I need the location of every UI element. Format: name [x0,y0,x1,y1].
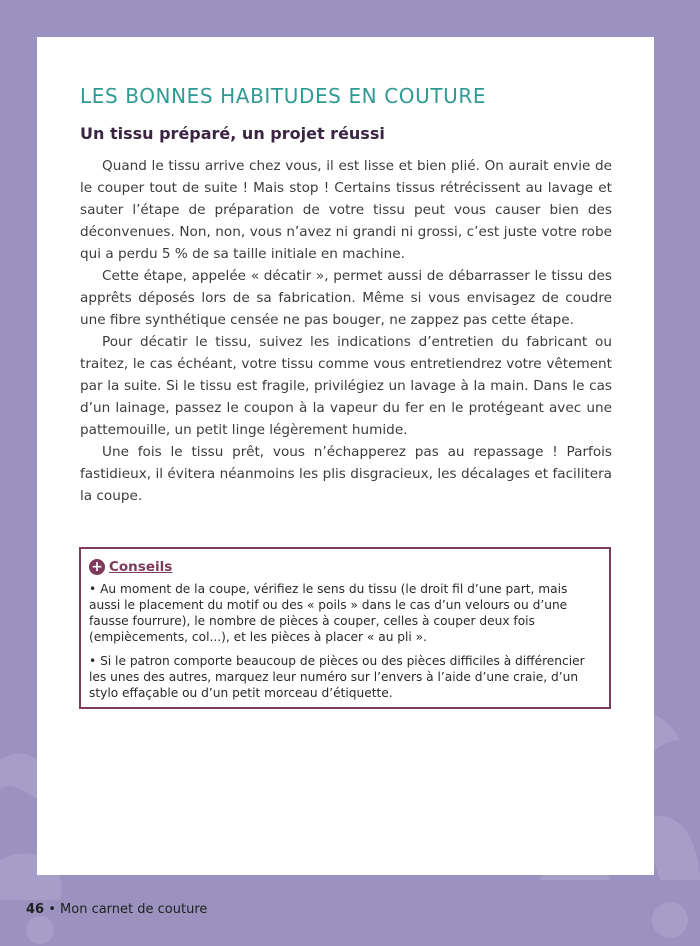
plus-circle-icon: + [89,559,105,575]
tip-item: • Au moment de la coupe, vérifiez le sens du tissu (le droit fil d’une part, mais aussi le placement du motif ou des « poils » dans le cas d’un velours ou d’une fausse fourrure), le nombre de pièces à couper, celles à couper deux fois (empiècements, col...), et les pièces à placer « au pli ». [89,582,568,644]
tips-list [89,581,599,709]
paragraph: Cette étape, appelée « décatir », permet aussi de débarrasser le tissu des apprêts déposés lors de sa fabrication. Même si vous envisagez de coudre une fibre synthétique censée ne pas bouger, ne zappez pas cette étape. [80,268,612,328]
paragraph: Quand le tissu arrive chez vous, il est lisse et bien plié. On aurait envie de le couper tout de suite ! Mais stop ! Certains tissus rétrécissent au lavage et sauter l’étape de préparation de votre tissu peut vous causer bien des déconvenues. Non, non, vous n’avez ni grandi ni grossi, c’est juste votre robe qui a perdu 5 % de sa taille initiale en machine. [80,158,612,262]
tips-header [89,557,172,577]
paragraph: Pour décatir le tissu, suivez les indications d’entretien du fabricant ou traitez, le cas échéant, votre tissu comme vous entretiendrez votre vêtement par la suite. Si le tissu est fragile, privilégiez un lavage à la main. Dans le cas d’un lainage, passez le coupon à la vapeur du fer en le protégeant avec une pattemouille, un petit linge légèrement humide. [80,334,612,438]
paragraph: Une fois le tissu prêt, vous n’échapperez pas au repassage ! Parfois fastidieux, il évitera néanmoins les plis disgracieux, les décalages et facilitera la coupe. [80,444,612,504]
section-title: LES BONNES HABITUDES EN COUTURE [80,84,487,108]
tip-item: • Si le patron comporte beaucoup de pièces ou des pièces difficiles à différencier les unes des autres, marquez leur numéro sur l’envers à l’aide d’une craie, d’un stylo effaçable ou d’un petit morceau d’étiquette. [89,654,585,700]
book-title: Mon carnet de couture [60,902,208,917]
footer-separator: • [44,902,61,917]
page-sheet [37,37,654,875]
tips-title: Conseils [109,559,173,575]
page-number: 46 [26,902,45,917]
body-text [80,155,612,507]
tips-box [79,547,611,709]
page-footer [26,902,207,917]
subtitle: Un tissu préparé, un projet réussi [80,124,385,143]
